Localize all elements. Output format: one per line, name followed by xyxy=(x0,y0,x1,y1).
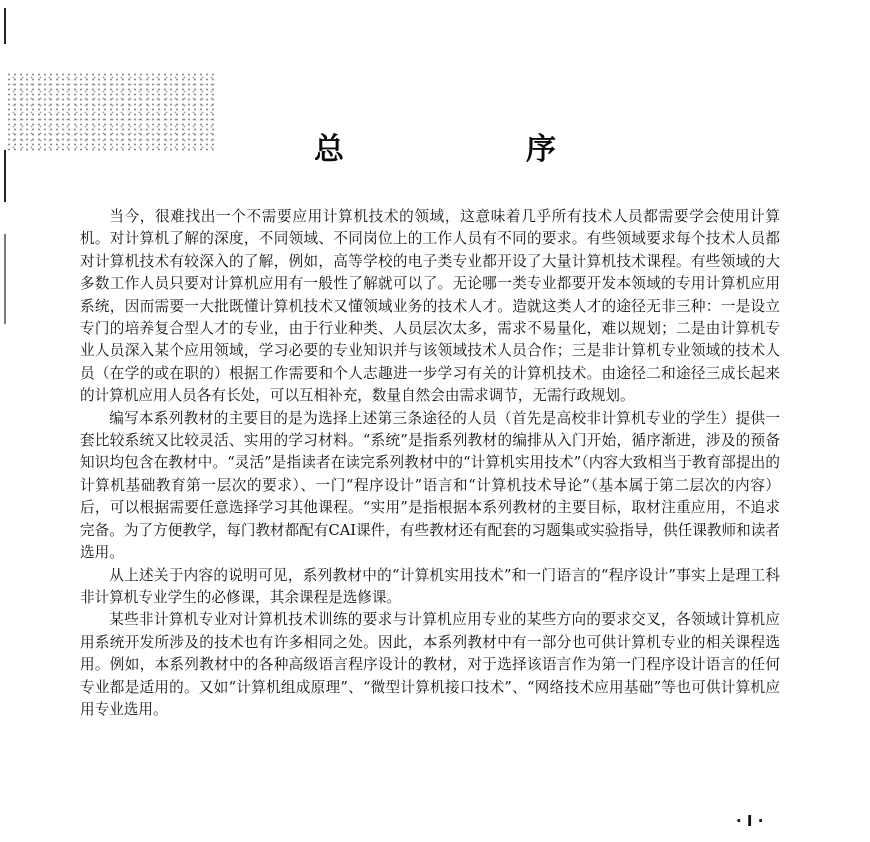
paragraph-2: 编写本系列教材的主要目的是为选择上述第三条途径的人员（首先是高校非计算机专业的学生）提供一套比较系统又比较灵活、实用的学习材料。“系统”是指系列教材的编排从入门开始，循序渐进，涉及的预备知识均包含在教材中。“灵活”是指读者在读完系列教材中的“计算机实用技术”（内容大致相当于教育部提出的计算机基础教育第一层次的要求）、一门“程序设计”语言和“计算机技术导论”（基本属于第二层次的内容）后，可以根据需要任意选择学习其他课程。“实用”是指根据本系列教材的主要目标，取材注重应用，不追求完备。为了方便教学，每门教材都配有CAI课件，有些教材还有配套的习题集或实验指导，供任课教师和读者选用。 xyxy=(80,409,780,562)
page-title: 总 序 xyxy=(314,132,632,167)
scan-edge-lower xyxy=(4,234,6,324)
paragraph-1: 当今，很难找出一个不需要应用计算机技术的领域，这意味着几乎所有技术人员都需要学会使用计算机。对计算机了解的深度，不同领域、不同岗位上的工作人员有不同的要求。有些领域要求每个技术人员都对计算机技术有较深入的了解，例如，高等学校的电子类专业都开设了大量计算机技术课程。有些领域的大多数工作人员只要对计算机应用有一般性了解就可以了。无论哪一类专业都要开发本领域的专用计算机应用系统，因而需要一大批既懂计算机技术又懂领域业务的技术人才。造就这类人才的途径无非三种：一是设立专门的培养复合型人才的专业，由于行业种类、人员层次太多，需求不易量化，难以规划；二是由计算机专业人员深入某个应用领域，学习必要的专业知识并与该领域技术人员合作；三是非计算机专业领域的技术人员（在学的或在职的）根据工作需要和个人志趣进一步学习有关的计算机技术。由途径二和途径三成长起来的计算机应用人员各有长处，可以互相补充，数量自然会由需求调节，无需行政规划。 xyxy=(80,208,780,405)
preface-body xyxy=(80,206,780,721)
paragraph-3: 从上述关于内容的说明可见，系列教材中的“计算机实用技术”和一门语言的“程序设计”事实上是理工科非计算机专业学生的必修课，其余课程是选修课。 xyxy=(80,566,780,606)
page-number: · I · xyxy=(736,812,764,830)
paragraph-4: 某些非计算机专业对计算机技术训练的要求与计算机应用专业的某些方向的要求交叉，各领域计算机应用系统开发所涉及的技术也有许多相同之处。因此，本系列教材中有一部分也可供计算机专业的相关课程选用。例如，本系列教材中的各种高级语言程序设计的教材，对于选择该语言作为第一门程序设计语言的任何专业都是适用的。又如“计算机组成原理”、“微型计算机接口技术”、“网络技术应用基础”等也可供计算机应用专业选用。 xyxy=(80,611,780,718)
scan-edge-top xyxy=(4,8,6,44)
